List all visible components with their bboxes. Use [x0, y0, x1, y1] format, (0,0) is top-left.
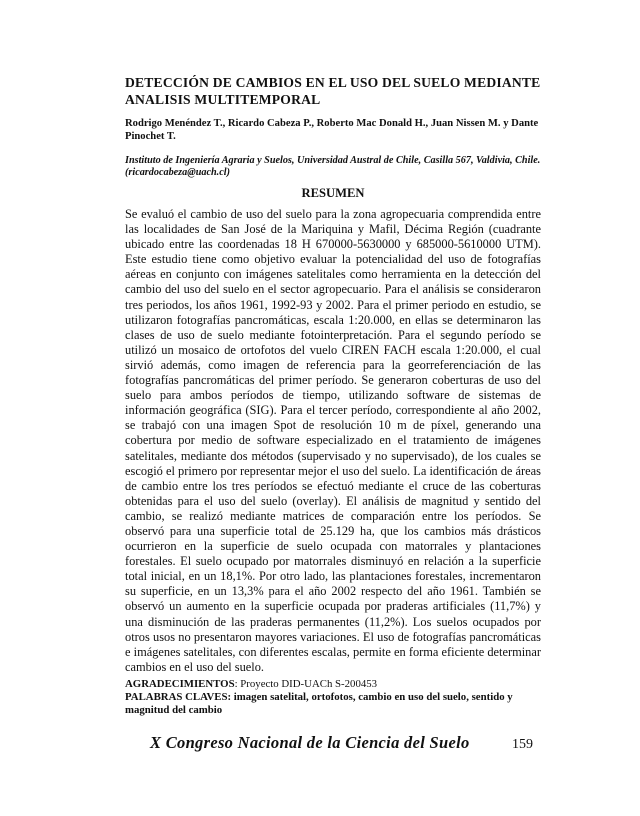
authors-line: Rodrigo Menéndez T., Ricardo Cabeza P., Roberto Mac Donald H., Juan Nissen M. y Dante Pinochet T. [125, 118, 539, 142]
keywords-label: PALABRAS CLAVES: [125, 691, 232, 704]
footer-conference-title: X Congreso Nacional de la Ciencia del Suelo [150, 733, 470, 753]
keywords-text: imagen satelital, ortofotos, cambio en uso del suelo, sentido y magnitud del cambio [125, 691, 513, 716]
footer-page-number: 159 [512, 737, 533, 753]
acknowledgements-label: AGRADECIMIENTOS [125, 677, 235, 690]
keywords-line [125, 691, 541, 716]
acknowledgements-line [125, 678, 541, 691]
acknowledgements-text: : Proyecto DID-UACh S-200453 [234, 677, 378, 690]
page-content [125, 0, 541, 753]
page-footer [125, 733, 541, 753]
affiliation-line: Instituto de Ingeniería Agraria y Suelos, Universidad Austral de Chile, Casilla 567, Valdivia, Chile. (ricardocabeza@uach.cl) [125, 155, 541, 178]
abstract-heading: RESUMEN [301, 186, 365, 200]
paper-title: DETECCIÓN DE CAMBIOS EN EL USO DEL SUELO MEDIANTE ANALISIS MULTITEMPORAL [125, 75, 541, 107]
abstract-text: Se evaluó el cambio de uso del suelo para la zona agropecuaria comprendida entre las localidades de San José de la Mariquina y Mafil, Décima Región (cuadrante ubicado entre las coordenadas 18 H 670000-5630000 y 685000-5610000 UTM). Este estudio tiene como objetivo evaluar la potencialidad del uso de fotografías aéreas en conjunto con imágenes satelitales como herramienta en la detección del cambio del uso del suelo en el sector agropecuario. Para el análisis se consideraron tres periodos, los años 1961, 1992-93 y 2002. Para el primer periodo en estudio, se utilizaron fotografías pancromáticas, escala 1:20.000, en ellas se determinaron las clases de uso de suelo mediante fotointerpretación. Para el segundo período se utilizó un mosaico de ortofotos del vuelo CIREN FACH escala 1:20.000, el cual sirvió además, como imagen de referencia para la georreferenciación de las fotografías pancromáticas del primer período. Se generaron coberturas de uso del suelo para ambos períodos de tiempo, utilizando software de sistemas de información geográfica (SIG). Para el tercer período, correspondiente al año 2002, se trabajó con una imagen Spot de resolución 10 m de píxel, generando una cobertura por medio de software especializado en el tratamiento de imágenes satelitales, mediante dos métodos (supervisado y no supervisado), de los cuales se escogió el primero por representar mejor el uso del suelo. La identificación de áreas de cambio entre los tres períodos se efectuó mediante el cruce de las coberturas obtenidas para el uso del suelo (overlay). El análisis de magnitud y sentido del cambio, se realizó mediante matrices de comparación entre los períodos. Se observó para una superficie total de 25.129 ha, que los cambios más drásticos ocurrieron en la superficie de suelo ocupada con matorrales y plantaciones forestales. El suelo ocupado por matorrales disminuyó en relación a la superficie total inicial, en un 18,1%. Por otro lado, las plantaciones forestales, incrementaron su superficie, en un 13,3% para el año 2002 respecto del año 1961. También se observó un aumento en la superficie ocupada por praderas artificiales (11,7%) y una disminución de las praderas permanentes (11,2%). Los suelos ocupados por otros usos no presentaron mayores variaciones. El uso de fotografías pancromáticas e imágenes satelitales, con diferentes escalas, permite en forma eficiente determinar cambios en el uso del suelo. [125, 207, 541, 674]
